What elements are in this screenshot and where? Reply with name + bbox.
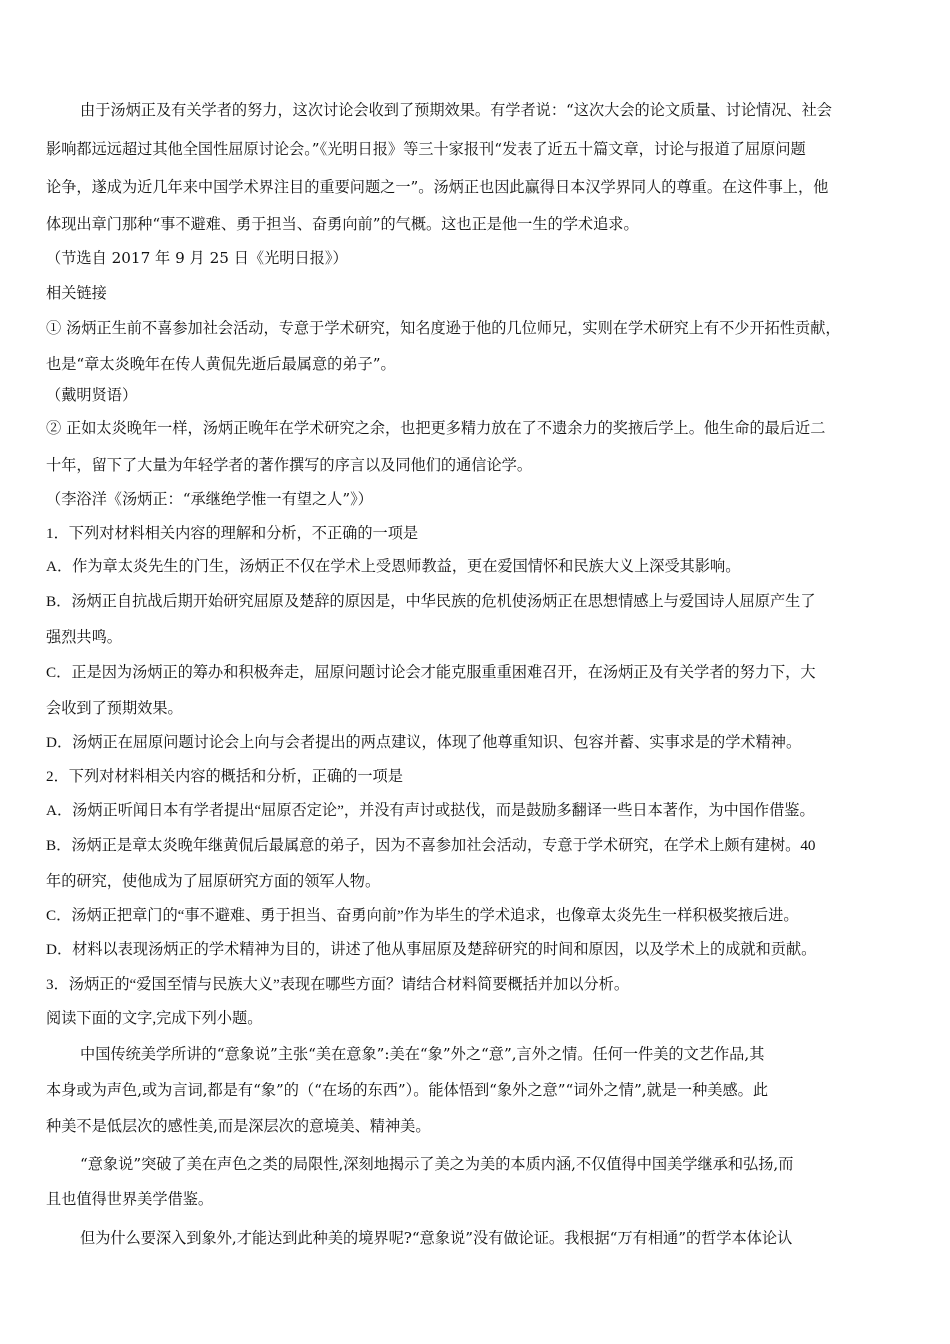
paragraph-line: 体现出章门那种“事不避难、勇于担当、奋勇向前”的气概。这也正是他一生的学术追求。 [46, 215, 639, 233]
paragraph-line: 论争，遂成为近几年来中国学术界注目的重要问题之一”。汤炳正也因此赢得日本汉学界同人的尊重。在这件事上，他 [46, 178, 829, 196]
question-2: 2．下列对材料相关内容的概括和分析，正确的一项是 [46, 768, 403, 785]
link-item-2: ② 正如太炎晚年一样，汤炳正晚年在学术研究之余，也把更多精力放在了不遗余力的奖掖后学上。他生命的最后近二 [46, 419, 826, 437]
paragraph-line: “意象说”突破了美在声色之类的局限性,深刻地揭示了美之为美的本质内涵,不仅值得中国美学继承和弘扬,而 [80, 1155, 794, 1173]
question-3: 3．汤炳正的“爱国至情与民族大义”表现在哪些方面？请结合材料简要概括并加以分析。 [46, 976, 630, 993]
option-1b: B．汤炳正自抗战后期开始研究屈原及楚辞的原因是，中华民族的危机使汤炳正在思想情感上与爱国诗人屈原产生了 [46, 593, 816, 610]
source-note: （节选自 2017 年 9 月 25 日《光明日报》） [46, 249, 348, 267]
option-2c: C．汤炳正把章门的“事不避难、勇于担当、奋勇向前”作为毕生的学术追求，也像章太炎先生一样积极奖掖后进。 [46, 907, 799, 924]
reading-instruction: 阅读下面的文字,完成下列小题。 [46, 1010, 263, 1027]
option-1c-cont: 会收到了预期效果。 [46, 700, 183, 717]
section-heading: 相关链接 [46, 284, 107, 302]
source-note: （戴明贤语） [46, 386, 138, 404]
paragraph-line: 十年，留下了大量为年轻学者的著作撰写的序言以及同他们的通信论学。 [46, 456, 532, 474]
paragraph-line: 中国传统美学所讲的“意象说”主张“美在意象”:美在“象”外之“意”,言外之情。任何一件美的文艺作品,其 [80, 1045, 765, 1063]
option-1a: A．作为章太炎先生的门生，汤炳正不仅在学术上受恩师教益，更在爱国情怀和民族大义上深受其影响。 [46, 558, 741, 575]
option-1c: C．正是因为汤炳正的筹办和积极奔走，屈原问题讨论会才能克服重重困难召开，在汤炳正及有关学者的努力下，大 [46, 664, 816, 681]
paragraph-line: 也是“章太炎晚年在传人黄侃先逝后最属意的弟子”。 [46, 355, 396, 373]
source-note: （李浴洋《汤炳正：“承继绝学惟一有望之人”》） [46, 490, 373, 508]
link-item-1: ① 汤炳正生前不喜参加社会活动，专意于学术研究，知名度逊于他的几位师兄，实则在学术研究上有不少开拓性贡献， [46, 319, 841, 337]
paragraph-line: 且也值得世界美学借鉴。 [46, 1190, 214, 1208]
paragraph-line: 影响都远远超过其他全国性屈原讨论会。”《光明日报》等三十家报刊“发表了近五十篇文章，讨论与报道了屈原问题 [46, 140, 806, 158]
paragraph-line: 本身或为声色,或为言词,都是有“象”的（“在场的东西”）。能体悟到“象外之意”“词外之情”,就是一种美感。此 [46, 1081, 769, 1099]
paragraph-line: 种美不是低层次的感性美,而是深层次的意境美、精神美。 [46, 1117, 431, 1135]
option-2b-cont: 年的研究，使他成为了屈原研究方面的领军人物。 [46, 873, 381, 890]
option-1b-cont: 强烈共鸣。 [46, 629, 122, 646]
option-1d: D．汤炳正在屈原问题讨论会上向与会者提出的两点建议，体现了他尊重知识、包容并蓄、实事求是的学术精神。 [46, 734, 802, 751]
question-1: 1．下列对材料相关内容的理解和分析，不正确的一项是 [46, 525, 419, 542]
paragraph-line: 由于汤炳正及有关学者的努力，这次讨论会收到了预期效果。有学者说：“这次大会的论文质量、讨论情况、社会 [80, 101, 832, 119]
option-2a: A．汤炳正听闻日本有学者提出“屈原否定论”，并没有声讨或挞伐，而是鼓励多翻译一些日本著作，为中国作借鉴。 [46, 802, 815, 819]
option-2b: B．汤炳正是章太炎晚年继黄侃后最属意的弟子，因为不喜参加社会活动，专意于学术研究，在学术上颇有建树。40 [46, 837, 816, 854]
option-2d: D．材料以表现汤炳正的学术精神为目的，讲述了他从事屈原及楚辞研究的时间和原因，以及学术上的成就和贡献。 [46, 941, 817, 958]
paragraph-line: 但为什么要深入到象外,才能达到此种美的境界呢?“意象说”没有做论证。我根据“万有相通”的哲学本体论认 [80, 1229, 793, 1247]
